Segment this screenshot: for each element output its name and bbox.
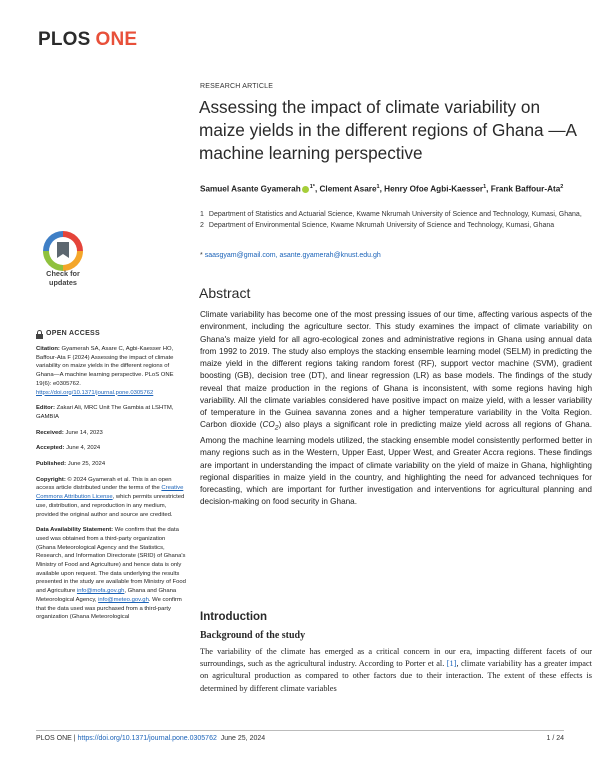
article-sidebar: [36, 330, 186, 629]
intro-paragraph: The variability of the climate has emerged as a critical concern in our era, impacting different facets of our surroundings, such as the agricultural industry. According to Porter et al. [1], climate variability has a greater impact on agricultural production as compared to other factors due to their interaction. The extent of these effects is determined by different climate variables: [200, 647, 592, 693]
footer-separator: |: [73, 735, 76, 742]
citation-block: Citation: Gyamerah SA, Asare C, Agbi-Kaesser HO, Baffour-Ata F (2024) Assessing the impact of climate variability on maize yields in the different regions of Ghana—A machine learning perspective. PLoS ONE 19(6): e0305762. https://doi.org/10.1371/journal.pone.0305762: [36, 346, 174, 396]
editor-block: Editor: Zakari Ali, MRC Unit The Gambia at LSHTM, GAMBIA: [36, 405, 174, 420]
corresponding-email: [200, 252, 381, 259]
page-number: 1 / 24: [546, 735, 564, 742]
footer-journal: PLOS ONE: [36, 735, 72, 742]
author-affil-sup: 2: [560, 184, 564, 190]
journal-logo[interactable]: [38, 29, 137, 51]
footer-doi-link[interactable]: https://doi.org/10.1371/journal.pone.0305762: [77, 735, 217, 742]
footer-date: June 25, 2024: [220, 735, 266, 742]
abstract-heading: Abstract: [199, 285, 251, 301]
published-block: Published: June 25, 2024: [36, 461, 106, 468]
page-footer: [36, 735, 564, 742]
author-affil-sup: 1: [376, 184, 380, 190]
badge-line-1: Check for: [46, 269, 80, 278]
affiliations: [200, 210, 590, 231]
orcid-icon[interactable]: [302, 186, 309, 193]
check-for-updates-badge[interactable]: [36, 231, 90, 293]
author-name[interactable]: Frank Baffour-Ata: [490, 184, 561, 194]
affiliation-text: Department of Environmental Science, Kwame Nkrumah University of Science and Technology, Kumasi, Ghana: [208, 221, 555, 229]
reference-link[interactable]: [1]: [446, 659, 457, 669]
co2-base: CO: [262, 420, 275, 430]
meteo-email-link[interactable]: info@meteo.gov.gh: [98, 596, 149, 603]
introduction-heading: Introduction: [200, 611, 268, 623]
author-name[interactable]: Clement Asare: [319, 184, 377, 194]
open-access-label[interactable]: OPEN ACCESS: [36, 330, 186, 339]
footer-divider: [36, 730, 564, 731]
corresponding-mark: *: [312, 184, 315, 190]
affiliation-text: Department of Statistics and Actuarial Science, Kwame Nkrumah University of Science and Technology, Kumasi, Ghana,: [208, 211, 582, 218]
affiliation-number: 1: [200, 211, 204, 218]
logo-plos: PLOS: [38, 29, 91, 50]
background-subheading: Background of the study: [200, 630, 306, 641]
license-link[interactable]: Creative Commons Attribution License: [36, 485, 184, 501]
article-title: Assessing the impact of climate variability on maize yields in the different regions of Ghana —A machine learning perspective: [199, 97, 577, 163]
open-lock-icon: [36, 330, 43, 339]
author-list: Samuel Asante Gyamerah $^{1*}$, Clement Asare$^1$, Henry Ofoe Agbi-Kaesser$^1$, Frank Baffour-Ata$^2$: [200, 184, 564, 194]
affiliation-number: 2: [200, 221, 204, 229]
email-links[interactable]: saasgyam@gmail.com, asante.gyamerah@knust.edu.gh: [204, 252, 381, 259]
accepted-block: Accepted: June 4, 2024: [36, 445, 101, 452]
copyright-block: Copyright: © 2024 Gyamerah et al. This is an open access article distributed under the terms of the Creative Commons Attribution License, which permits unrestricted use, distribution, and reproduction in any medium, provided the original author and source are credited.: [36, 476, 185, 518]
co2-sub: 2: [274, 424, 279, 432]
badge-line-2: updates: [49, 277, 77, 287]
citation-doi-link[interactable]: https://doi.org/10.1371/journal.pone.0305762: [36, 389, 154, 396]
data-availability-block: Data Availability Statement: We confirm that the data used was obtained from a third-party organization (Ghana Meteorological Agency and the Statistics, Research, and Information Directorate (SRID) of Ghana's Ministry of Food and Agriculture) and hence data is only available upon request. The data underlying the results presented in the study are available from Ministry of Food and Agriculture info@mofa.gov.gh, Ghana and Ghana Meteorological Agency, info@meteo.gov.gh. We confirm that the data used was purchased from a third-party organization (Ghana Meteorological: [36, 527, 186, 621]
email-marker: *: [200, 252, 203, 259]
author-affil-sup: 1: [483, 184, 487, 190]
logo-one: ONE: [95, 29, 138, 50]
author-affil-sup: 1: [309, 184, 313, 190]
author-name[interactable]: Samuel Asante Gyamerah: [200, 184, 301, 194]
author-name[interactable]: Henry Ofoe Agbi-Kaesser: [384, 184, 484, 194]
mofa-email-link[interactable]: info@mofa.gov.gh: [76, 588, 125, 595]
received-block: Received: June 14, 2023: [36, 429, 103, 436]
article-type: RESEARCH ARTICLE: [200, 83, 274, 90]
abstract-text: Climate variability has become one of the most pressing issues of our time, affecting various aspects of the environment, including the agriculture sector. This study examines the impact of climate variability on Ghana's maize yield for all agro-ecological zones and administrative regions in Ghana using annual data from 1992 to 2019. The study also employs the stacking ensemble learning model (SELM) in predicting the maize yield in the different regions taking random forest (RF), support vector machine (SVM), gradient boosting (GB), decision tree (DT), and linear regression (LR) as base models. The findings of the study reveal that maize production in the regions of Ghana is inconsistent, with some regions having high variability. All the climate variables considered have positive impact on maize yield, with a lesser variability of temperature in the Guinea savanna zones and a higher temperature variability in the Volta Region. Carbon dioxide $(CO_2)$ also plays a significant role in predicting maize yield across all regions of Ghana. Among the machine learning models utilized, the stacking ensemble model consistently performed better in many regions such as in the Western, Upper East, Upper West, and Greater Accra regions. These findings are important in understanding the impact of climate variability on the yield of maize in Ghana, highlighting regional disparities in maize yield in the country, and highlighting the need for advanced techniques for forecasting, which are important for further investigation and interventions for agricultural planning and decision-making on food security in Ghana.: [200, 310, 593, 507]
